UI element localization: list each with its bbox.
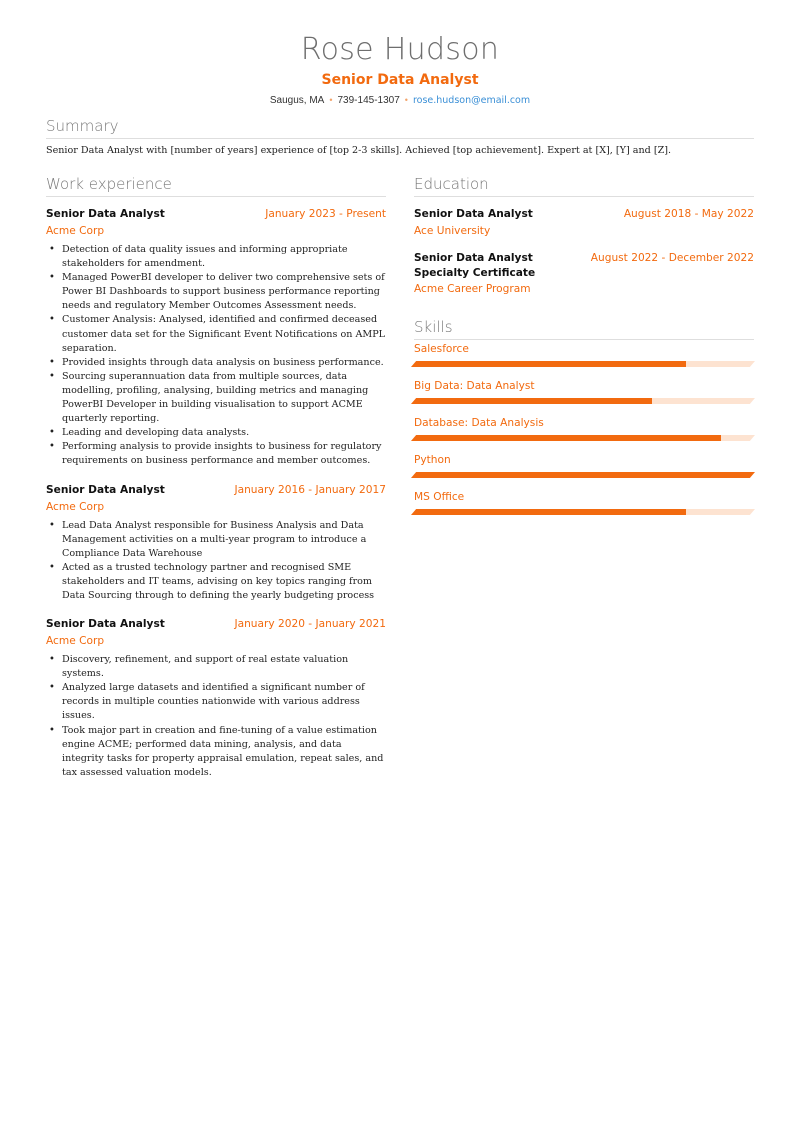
job-bullet: • Lead Data Analyst responsible for Business Analysis and Data Management activities on a multi-year program to introduce a Compliance Data Warehouse bbox=[46, 519, 386, 561]
skill-level-bar bbox=[411, 361, 755, 367]
skill-name: Big Data: Data Analyst bbox=[414, 380, 535, 392]
skill-item bbox=[414, 342, 754, 367]
education-degree: Senior Data Analyst bbox=[414, 208, 533, 220]
skill-item bbox=[414, 453, 754, 478]
skill-level-fill bbox=[411, 398, 652, 404]
contact-phone: 739-145-1307 bbox=[337, 95, 400, 106]
skill-level-fill bbox=[411, 472, 755, 478]
candidate-title: Senior Data Analyst bbox=[321, 72, 479, 88]
section-title-skills: Skills bbox=[414, 317, 754, 340]
job-role: Senior Data Analyst bbox=[46, 483, 165, 496]
job-bullet: • Acted as a trusted technology partner and recognised SME stakeholders and IT teams, advising on key topics ranging from Data Sourcing through to defining the yearly budgeting process bbox=[46, 561, 386, 603]
skill-level-bar bbox=[411, 472, 755, 478]
skill-level-fill bbox=[411, 361, 686, 367]
skills-section bbox=[414, 317, 754, 515]
skill-item bbox=[414, 490, 754, 515]
job-date: January 2023 - Present bbox=[265, 208, 386, 220]
job-bullets bbox=[46, 653, 386, 780]
job-bullets bbox=[46, 519, 386, 604]
skill-name: MS Office bbox=[414, 491, 465, 503]
job-company: Acme Corp bbox=[46, 500, 105, 513]
contact-separator: • bbox=[329, 95, 333, 105]
job-entry bbox=[46, 483, 386, 604]
skills-list bbox=[414, 342, 754, 515]
skill-level-bar bbox=[411, 509, 755, 515]
job-bullet: • Took major part in creation and fine-tuning of a value estimation engine ACME; performed data mining, analysis, and data integrity tasks for property appraisal emulation, repeat sales, and tax assessed valuation models. bbox=[46, 724, 386, 780]
contact-email-link[interactable]: rose.hudson@email.com bbox=[412, 95, 531, 106]
job-bullet: • Sourcing superannuation data from multiple sources, data modelling, profiling, analysing, building metrics and managing PowerBI Developer in building visualisation to support ACME quarterly reporting. bbox=[46, 370, 386, 426]
contact-separator: • bbox=[404, 95, 408, 105]
skill-level-fill bbox=[411, 435, 721, 441]
skill-name: Salesforce bbox=[414, 343, 469, 355]
job-bullet: • Discovery, refinement, and support of real estate valuation systems. bbox=[46, 653, 386, 681]
section-title-summary: Summary bbox=[46, 116, 754, 139]
skill-item bbox=[414, 379, 754, 404]
job-bullet: • Leading and developing data analysts. bbox=[46, 426, 386, 440]
contact-line bbox=[0, 93, 800, 108]
section-title-education: Education bbox=[414, 174, 754, 197]
skill-item bbox=[414, 416, 754, 441]
resume-header bbox=[0, 0, 800, 108]
education-degree: Senior Data Analyst Specialty Certificate bbox=[414, 252, 536, 279]
left-column bbox=[46, 174, 386, 780]
job-date: January 2020 - January 2021 bbox=[234, 618, 386, 631]
right-column bbox=[414, 174, 754, 515]
job-bullet: • Customer Analysis: Analysed, identified and confirmed deceased customer data set for the Significant Event Notifications on AMPL separation. bbox=[46, 313, 386, 355]
summary-section bbox=[46, 116, 754, 158]
contact-location: Saugus, MA bbox=[269, 95, 325, 106]
summary-text: Senior Data Analyst with [number of years] experience of [top 2-3 skills]. Achieved [top achievement]. Expert at [X], [Y] and [Z]. bbox=[46, 145, 672, 156]
skill-level-bar bbox=[411, 398, 755, 404]
section-title-experience: Work experience bbox=[46, 174, 386, 197]
job-entry bbox=[46, 207, 386, 469]
job-entry bbox=[46, 617, 386, 780]
skill-level-bar bbox=[411, 435, 755, 441]
education-entry bbox=[414, 207, 754, 239]
job-bullet: • Performing analysis to provide insights to business for regulatory requirements on business performance and member outcomes. bbox=[46, 440, 386, 468]
job-bullet: • Managed PowerBI developer to deliver two comprehensive sets of Power BI Dashboards to support business performance reporting needs and regulatory Member Outcomes Assessment needs. bbox=[46, 271, 386, 313]
skill-level-fill bbox=[411, 509, 686, 515]
education-date: August 2018 - May 2022 bbox=[623, 208, 754, 220]
skill-name: Python bbox=[414, 454, 451, 466]
job-bullet: • Provided insights through data analysis on business performance. bbox=[46, 356, 386, 370]
education-school: Ace University bbox=[414, 225, 491, 237]
education-school: Acme Career Program bbox=[414, 283, 531, 295]
job-company: Acme Corp bbox=[46, 635, 105, 648]
skill-name: Database: Data Analysis bbox=[414, 417, 544, 429]
education-entry bbox=[414, 251, 754, 297]
job-bullet: • Analyzed large datasets and identified a significant number of records in multiple counties nationwide with various address issues. bbox=[46, 681, 386, 723]
job-role: Senior Data Analyst bbox=[46, 208, 165, 220]
candidate-name: Rose Hudson bbox=[300, 32, 500, 67]
education-date: August 2022 - December 2022 bbox=[590, 252, 754, 264]
job-bullet: • Detection of data quality issues and informing appropriate stakeholders for amendment. bbox=[46, 243, 386, 271]
job-bullets bbox=[46, 243, 386, 469]
job-date: January 2016 - January 2017 bbox=[234, 483, 386, 496]
job-company: Acme Corp bbox=[46, 225, 105, 237]
job-role: Senior Data Analyst bbox=[46, 618, 165, 631]
